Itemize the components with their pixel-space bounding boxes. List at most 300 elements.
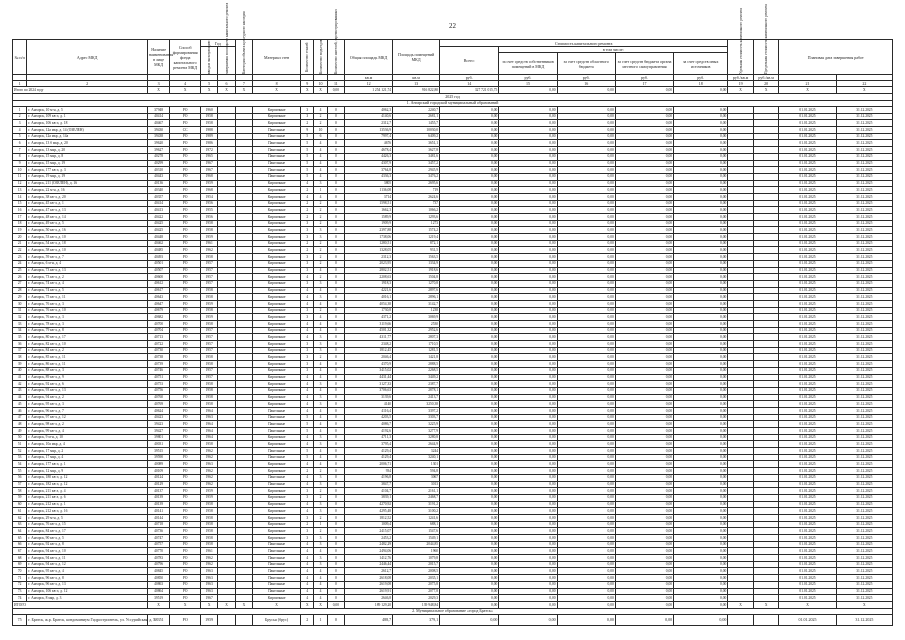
cell-w: Кирпичные [253,501,301,508]
cell-ta: 4371,2 [345,314,393,321]
cell-rg: 0,00 [557,528,615,535]
cell-m: РО [170,528,201,535]
cell-m: РО [170,274,201,281]
cell-n: 4 [13,127,27,134]
cell-d1: 01.01.2025 [779,287,836,294]
cell-ta: 1662,3 [345,207,393,214]
cell-empty [218,494,235,501]
cell-empty [235,535,252,542]
table-row [13,234,893,241]
cell-la: 379,1 [393,615,440,626]
cell-empty [728,173,754,180]
cell-empty [235,167,252,174]
cell-o: 0,00 [499,448,557,455]
cell-y: 1968 [201,173,218,180]
cell-lc: 0,00 [615,448,673,455]
cell-r: 0 [327,361,344,368]
cell-f: 4 [301,474,314,481]
cell-lc: 0,00 [615,207,673,214]
cell-d2: 31.12.2025 [836,327,892,334]
cell-la: 2530 [393,321,440,328]
cell-y: 1958 [201,528,218,535]
cell-d1: 01.01.2025 [779,461,836,468]
cell-empty [218,321,235,328]
cell-n: 9 [13,160,27,167]
cell-empty [728,528,754,535]
cell-empty [728,595,754,602]
cell-e: 4 [314,407,327,414]
cell-empty [753,535,779,542]
cell-rg: 0,00 [557,581,615,588]
cell-o: 0,00 [499,434,557,441]
cell-empty [218,615,235,626]
cell-rg: 0,00 [557,514,615,521]
cell-r: 0 [327,508,344,515]
cell-empty [235,488,252,495]
cell-f: 4 [301,407,314,414]
cell-t: 0,00 [440,107,499,114]
cell-empty [753,494,779,501]
cell-c: 40448 [147,234,169,241]
cell-empty [235,127,252,134]
cell-r: 0 [327,200,344,207]
cell-w: Панельные [253,575,301,582]
cell-o: 0,00 [499,140,557,147]
cell-e: 3 [314,394,327,401]
cell-ta: 2619,91 [345,588,393,595]
cell-e: 4 [314,374,327,381]
cell-la: 3457,2 [393,160,440,167]
cell-ta: 1136,08 [345,187,393,194]
cell-rg: 0,00 [557,247,615,254]
cell-e: 4 [314,147,327,154]
cell-f: 5 [301,448,314,455]
cell-o: 0,00 [499,414,557,421]
cell-lc: 0,00 [615,267,673,274]
cell-a: г. Ангарск, 47 кв-л, д. 13 [27,207,148,214]
cell-empty [753,541,779,548]
cell-m: РО [170,575,201,582]
cell-d2: 31.12.2025 [836,481,892,488]
cell-empty [218,521,235,528]
cell-m: РО [170,153,201,160]
cell-m: РО [170,341,201,348]
cell-empty [728,247,754,254]
cell-la: 10030,0 [393,127,440,134]
cell-empty [753,568,779,575]
cell-t: 0,00 [440,615,499,626]
cell-ot: 0,00 [674,514,728,521]
cell-m: РО [170,568,201,575]
cell-empty [753,508,779,515]
cell-n: 26 [13,274,27,281]
cell-ot: 0,00 [674,113,728,120]
cell-rg: 0,00 [557,481,615,488]
cell-m: РО [170,347,201,354]
cell-w: Кирпичные [253,307,301,314]
cell-a: г. Ангарск, 76 кв-л, д. 3 [27,314,148,321]
cell-n: 28 [13,287,27,294]
cell-w: Панельные [253,448,301,455]
cell-t: 0,00 [440,575,499,582]
cell-t: 0,00 [440,287,499,294]
cell-empty [753,107,779,114]
cell-m: РО [170,441,201,448]
cell-empty [218,407,235,414]
cell-f: 4 [301,193,314,200]
cell-ot: 0,00 [674,247,728,254]
cell-f: 4 [301,555,314,562]
unit-rub-other: руб. [674,75,728,81]
cell-t: 0,00 [440,407,499,414]
cell-empty [235,327,252,334]
cell-empty [218,260,235,267]
cell-m: РО [170,508,201,515]
cell-d2: 31.12.2025 [836,555,892,562]
cell-empty [728,287,754,294]
cell-lc: 0,00 [615,300,673,307]
cell-c: 40747 [147,535,169,542]
cell-empty [235,421,252,428]
cell-ot: 0,00 [674,494,728,501]
cell-o: 0,00 [499,107,557,114]
cell-t: 0,00 [440,568,499,575]
cell-f: 5 [301,454,314,461]
cell-ot: 0,00 [674,107,728,114]
cell-w: Панельные [253,561,301,568]
cell-empty [235,113,252,120]
cell-r: 0 [327,394,344,401]
cell-empty [753,160,779,167]
cell-f: 3 [301,220,314,227]
col-header-category: Категория объекта культурного наследия [235,40,252,75]
cell-t: 0,00 [440,147,499,154]
cell-w: Кирпичные [253,227,301,234]
cell-d2: 31.12.2025 [836,267,892,274]
cell-f: 9 [301,127,314,134]
cell-ta: 4086,7 [345,421,393,428]
cell-empty [728,581,754,588]
cell-n: 42 [13,381,27,388]
cell-ot: 0,00 [674,387,728,394]
cell-d1: 01.01.2025 [779,214,836,221]
cell-e: 4 [314,321,327,328]
cell-ot: 0,00 [674,147,728,154]
cell-y: 1957 [201,274,218,281]
cell-rg: 0,00 [557,615,615,626]
cell-y: 1963 [201,568,218,575]
cell-r: 0 [327,193,344,200]
cell-ta: 4129,4 [345,454,393,461]
cell-lc: 0,00 [615,341,673,348]
cell-e: 3 [314,234,327,241]
cell-empty [728,555,754,562]
cell-empty [235,407,252,414]
cell-f: 4 [301,548,314,555]
cell-d1: 01.01.2025 [779,180,836,187]
table-row [13,227,893,234]
cell-r: 0 [327,307,344,314]
cell-d1: 01.01.2025 [779,207,836,214]
table-row [13,300,893,307]
cell-lc: 0,00 [615,294,673,301]
cell-d2: 31.12.2025 [836,133,892,140]
cell-n: 63 [13,521,27,528]
cell-d1: 01.01.2025 [779,401,836,408]
cell-y: 1958 [201,508,218,515]
cell-empty [753,260,779,267]
cell-la: 3191,2 [393,501,440,508]
cell-empty [218,461,235,468]
cell-y: 1958 [201,294,218,301]
col-header-own: за счет средств собственников помещений в МКД [499,53,557,75]
cell-o: 0,00 [499,240,557,247]
table-row [13,307,893,314]
cell-e: 4 [314,387,327,394]
cell-rg: 0,00 [557,521,615,528]
table-row [13,568,893,575]
cell-empty [218,240,235,247]
cell-d1: 01.01.2025 [779,133,836,140]
cell-y: 1961 [201,240,218,247]
cell-ta: 3764,8 [345,167,393,174]
cell-empty [235,347,252,354]
cell-e: 4 [314,548,327,555]
cell-f: 3 [301,361,314,368]
cell-la: 1301 [393,461,440,468]
cell-y: 1989 [201,133,218,140]
unit-area-total: кв.м [345,75,393,81]
cell-w: Кирпичные [253,294,301,301]
table-row [13,548,893,555]
cell-n: 45 [13,401,27,408]
cell-o: 0,00 [499,307,557,314]
cell-d1: 01.01.2025 [779,541,836,548]
cell-r: 0 [327,260,344,267]
cell-r: 0 [327,428,344,435]
cell-w: Кирпичные [253,207,301,214]
cell-m: РО [170,321,201,328]
cell-c: 40738 [147,354,169,361]
cell-r: 0 [327,474,344,481]
cell-r: 0 [327,481,344,488]
cell-empty [235,575,252,582]
cell-d2: 31.12.2025 [836,147,892,154]
cell-empty [728,167,754,174]
col-header-address: Адрес МКД [27,40,148,75]
cell-m: РО [170,193,201,200]
cell-f: 4 [301,481,314,488]
cell-a: г. Ангарск, 8 мкр, д. 3 [27,595,148,602]
cell-c: 40617 [147,287,169,294]
cell-ot: 0,00 [674,220,728,227]
cell-o: 0,00 [499,615,557,626]
cell-c: 40736 [147,528,169,535]
cell-d1: 01.01.2025 [779,381,836,388]
cell-w: Панельные [253,428,301,435]
cell-m: РО [170,367,201,374]
cell-o: 0,00 [499,381,557,388]
cell-ta: 3795,4 [345,441,393,448]
cell-m: РО [170,461,201,468]
cell-r: 0 [327,347,344,354]
cell-d2: 31.12.2025 [836,321,892,328]
cell-empty [218,294,235,301]
cell-m: РО [170,414,201,421]
cell-rg: 0,00 [557,287,615,294]
cell-ta: 4203,5 [345,414,393,421]
cell-m: РО [170,421,201,428]
cell-m: РО [170,287,201,294]
cell-m: РО [170,535,201,542]
cell-n: 61 [13,508,27,515]
cell-la: 3651,1 [393,140,440,147]
cell-e: 3 [314,294,327,301]
cell-empty [235,367,252,374]
cell-r: 0 [327,514,344,521]
cell-r: 0 [327,494,344,501]
cell-y: 1958 [201,227,218,234]
cell-empty [753,555,779,562]
cell-rg: 0,00 [557,173,615,180]
cell-e: 4 [314,173,327,180]
cell-r: 0 [327,434,344,441]
cell-a: г. Ангарск, 96 кв-л, д. 7 [27,407,148,414]
summary-2024-row: Итого по 2024 году X X X X X X X X 0,00 1 254 121,74 916 822,80 327 721 015,75 0,00 0,00 0,00 0,00 X X X X [13,87,893,94]
col-header-cost-group: Стоимость капитального ремонта [440,40,728,47]
cell-la: 2240,7 [393,107,440,114]
cell-empty [235,173,252,180]
cell-e: 1 [314,521,327,528]
cell-t: 0,00 [440,220,499,227]
cell-ta: 4196,8 [345,474,393,481]
column-number: 10 [314,81,327,87]
cell-c: 39801 [147,434,169,441]
cell-empty [235,434,252,441]
cell-lc: 0,00 [615,173,673,180]
cell-lc: 0,00 [615,394,673,401]
table-row [13,501,893,508]
cell-r: 0 [327,321,344,328]
cell-empty [728,354,754,361]
cell-t: 0,00 [440,494,499,501]
cell-lc: 0,00 [615,227,673,234]
cell-empty [218,234,235,241]
unit-rub-own: руб. [499,75,557,81]
cell-d1: 01.01.2025 [779,327,836,334]
cell-empty [728,434,754,441]
cell-r: 0 [327,568,344,575]
cell-y: 1957 [201,280,218,287]
cell-d1: 01.01.2025 [779,481,836,488]
cell-t: 0,00 [440,481,499,488]
cell-empty [753,407,779,414]
cell-o: 0,00 [499,541,557,548]
cell-y: 1958 [201,254,218,261]
cell-empty [728,227,754,234]
cell-y: 1962 [201,448,218,455]
cell-empty [218,107,235,114]
cell-e: 3 [314,180,327,187]
cell-ot: 0,00 [674,414,728,421]
cell-m: РО [170,187,201,194]
cell-w: Кирпичные [253,595,301,602]
cell-f: 3 [301,494,314,501]
cell-d1: 01.01.2025 [779,294,836,301]
cell-ot: 0,00 [674,314,728,321]
cell-r: 0 [327,153,344,160]
cell-t: 0,00 [440,361,499,368]
cell-e: 3 [314,334,327,341]
cell-f: 4 [301,501,314,508]
cell-d2: 31.12.2025 [836,220,892,227]
cell-d2: 31.12.2025 [836,414,892,421]
cell-a: г. Ангарск, 76 кв-л, д. 3 [27,300,148,307]
cell-ta: 2619,08 [345,581,393,588]
cell-f: 2 [301,207,314,214]
cell-a: г. Ангарск, 74 кв-л, д. 5 [27,287,148,294]
cell-empty [753,267,779,274]
cell-ta: 2494,06 [345,548,393,555]
cell-la: 2075,8 [393,581,440,588]
cell-m: РО [170,160,201,167]
cell-c: 40751 [147,374,169,381]
cell-empty [218,140,235,147]
cell-f: 4 [301,561,314,568]
cell-c: 39515 [147,448,169,455]
cell-lc: 0,00 [615,401,673,408]
cell-n: 43 [13,387,27,394]
table-row [13,434,893,441]
cell-empty [753,321,779,328]
table-row [13,287,893,294]
cell-empty [218,548,235,555]
cell-t: 0,00 [440,548,499,555]
cell-empty [728,441,754,448]
cell-a: г. Ангарск, 177 кв-л, д. 1 [27,461,148,468]
cell-empty [753,207,779,214]
cell-empty [753,187,779,194]
cell-o: 0,00 [499,588,557,595]
cell-c: 40310 [147,167,169,174]
cell-m: РО [170,501,201,508]
table-row [13,274,893,281]
cell-f: 2 [301,214,314,221]
cell-la: 931,5 [393,247,440,254]
cell-o: 0,00 [499,494,557,501]
itogo-cell: X [147,601,169,608]
cell-w: Кирпичные [253,180,301,187]
itogo-cell: 189 129,20 [345,601,393,608]
unit-rub-m-unit: руб./кв.м [728,75,754,81]
itogo-cell: X [836,601,892,608]
cell-lc: 0,00 [615,434,673,441]
cell-c: 40679 [147,307,169,314]
cell-ta: 4311,77 [345,334,393,341]
cell-c: 40141 [147,508,169,515]
cell-la: 1960 [393,548,440,555]
cell-empty [728,120,754,127]
cell-ta: 4270,92 [345,501,393,508]
cell-e: 4 [314,421,327,428]
cell-t: 0,00 [440,448,499,455]
cell-e: 3 [314,341,327,348]
cell-la: 1574,2 [393,227,440,234]
cell-la: 3142,7 [393,300,440,307]
cell-r: 0 [327,254,344,261]
cell-empty [728,575,754,582]
cell-w: Кирпичные [253,401,301,408]
